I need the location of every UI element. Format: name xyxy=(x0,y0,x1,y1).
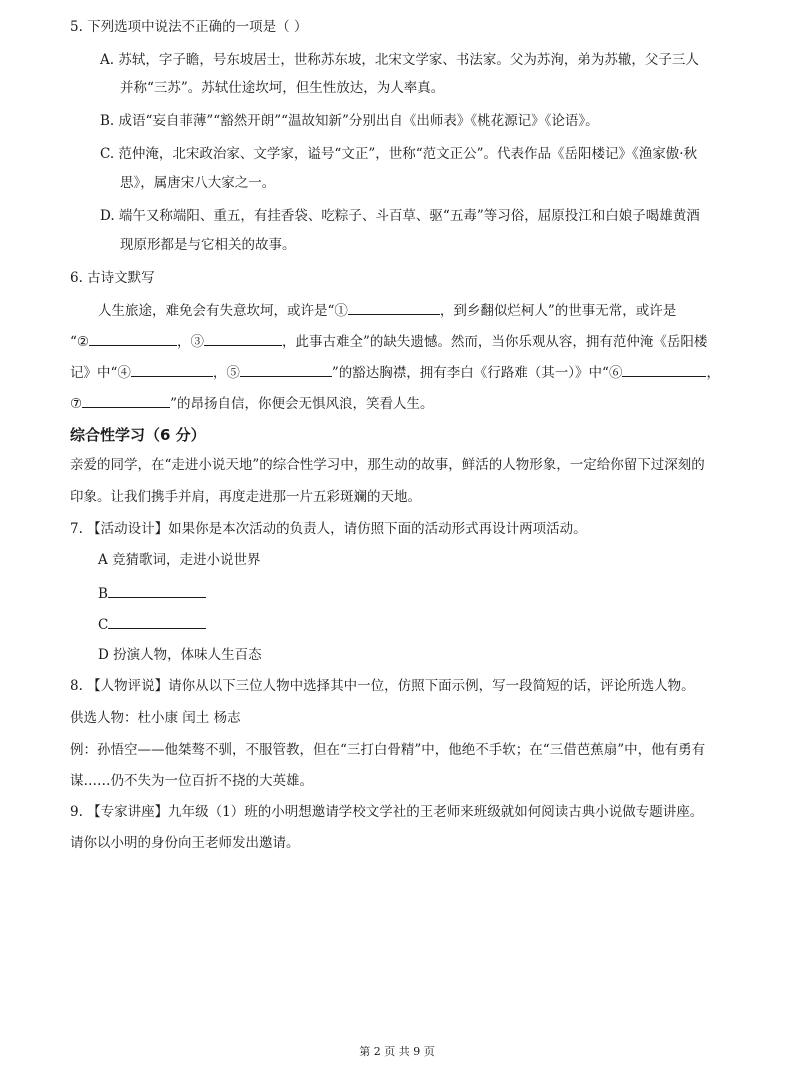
blank-3[interactable] xyxy=(204,332,282,346)
q6-stem: 6. 古诗文默写 xyxy=(70,270,155,286)
q7-activity-b-label: B xyxy=(98,586,108,602)
q5-option-c-line2: 思》，属唐宋八大家之一。 xyxy=(120,175,276,191)
blank-5[interactable] xyxy=(240,363,332,377)
q5-option-b: B. 成语“妄自菲薄”“豁然开朗”“温故知新”分别出自《出师表》《桃花源记》《论语》。 xyxy=(100,113,599,129)
q8-stem: 8. 【人物评说】请你从以下三位人物中选择其中一位，仿照下面示例，写一段简短的话，评论所选人物。 xyxy=(70,678,695,694)
q6-text: ，③ xyxy=(177,334,205,350)
q5-option-a-line2: 并称“三苏”。苏轼仕途坎坷，但生性放达，为人率真。 xyxy=(120,80,445,96)
q8-example-line1: 例：孙悟空——他桀骜不驯，不服管教，但在“三打白骨精”中，他绝不手软；在“三借芭蕉扇”中，他有勇有 xyxy=(70,742,706,758)
q8-choices: 供选人物：杜小康 闰土 杨志 xyxy=(70,710,241,726)
q5-stem: 5. 下列选项中说法不正确的一项是（ ） xyxy=(70,19,308,35)
q6-text: “② xyxy=(70,334,90,350)
q6-text: 记》中“④ xyxy=(70,365,131,381)
blank-6[interactable] xyxy=(622,363,706,377)
q7-activity-c-label: C xyxy=(98,617,109,633)
q5-option-a-line1: A. 苏轼，字子瞻，号东坡居士，世称苏东坡，北宋文学家、书法家。父为苏洵，弟为苏辙，父子三人 xyxy=(100,52,699,68)
q9-line1: 9. 【专家讲座】九年级（1）班的小明想邀请学校文学社的王老师来班级就如何阅读古典小说做专题讲座。 xyxy=(70,804,704,820)
q5-option-c-line1: C. 范仲淹，北宋政治家、文学家，谥号“文正”，世称“范文正公”。代表作品《岳阳楼记》《渔家傲·秋 xyxy=(100,146,698,162)
q6-text: ，到乡翻似烂柯人”的世事无常，或许是 xyxy=(439,303,677,319)
q7-stem: 7. 【活动设计】如果你是本次活动的负责人，请仿照下面的活动形式再设计两项活动。 xyxy=(70,521,587,537)
q6-text: ”的豁达胸襟，拥有李白《行路难（其一）》中“⑥ xyxy=(331,365,623,381)
q6-paragraph-line2 xyxy=(70,332,707,351)
q9-line2: 请你以小明的身份向王老师发出邀请。 xyxy=(70,835,300,851)
q7-activity-b xyxy=(98,584,206,603)
page-number: 第 2 页 共 9 页 xyxy=(359,1045,435,1058)
q6-text: ⑦ xyxy=(70,396,83,412)
q5-option-d-line1: D. 端午又称端阳、重五，有挂香袋、吃粽子、斗百草、驱“五毒”等习俗，屈原投江和白娘子喝雄黄酒 xyxy=(100,208,700,224)
section-title: 综合性学习（6 分） xyxy=(70,426,206,444)
q5-option-d-line2: 现原形都是与它相关的故事。 xyxy=(120,237,296,253)
q6-paragraph-line3 xyxy=(70,363,720,382)
q6-paragraph-line1 xyxy=(98,301,676,320)
blank-7[interactable] xyxy=(82,394,170,408)
q8-example-line2: 谋……仍不失为一位百折不挠的大英雄。 xyxy=(70,773,313,789)
q6-text: ，此事古难全”的缺失遗憾。然而，当你乐观从容，拥有范仲淹《岳阳楼 xyxy=(282,334,708,350)
section-intro-line2: 印象。让我们携手并肩，再度走进那一片五彩斑斓的天地。 xyxy=(70,489,421,505)
activity-b-blank[interactable] xyxy=(108,584,206,598)
blank-4[interactable] xyxy=(131,363,213,377)
q6-text: ，⑤ xyxy=(212,365,240,381)
blank-2[interactable] xyxy=(89,332,177,346)
q7-activity-c xyxy=(98,615,206,634)
q7-activity-a: A 竞猜歌词，走进小说世界 xyxy=(98,552,261,568)
q6-paragraph-line4 xyxy=(70,394,434,413)
q6-text: 人生旅途，难免会有失意坎坷，或许是“① xyxy=(98,303,348,319)
activity-c-blank[interactable] xyxy=(108,615,206,629)
q6-text: ， xyxy=(706,365,720,381)
blank-1[interactable] xyxy=(348,301,440,315)
q7-activity-d: D 扮演人物，体味人生百态 xyxy=(98,647,262,663)
q6-text: ”的昂扬自信，你便会无惧风浪，笑看人生。 xyxy=(170,396,434,412)
section-intro-line1: 亲爱的同学，在“走进小说天地”的综合性学习中，那生动的故事，鲜活的人物形象，一定给你留下过深刻的 xyxy=(70,457,705,473)
